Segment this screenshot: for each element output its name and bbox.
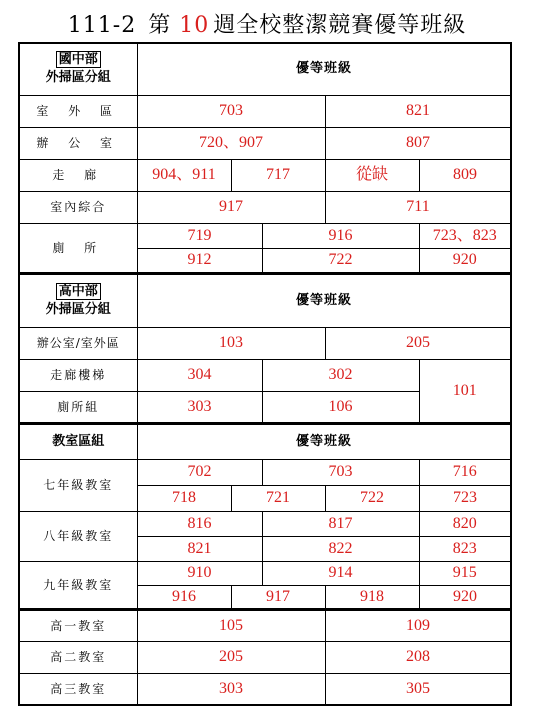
award-cell: 702: [137, 459, 262, 485]
award-cell: 103: [137, 327, 325, 359]
row-label: 八年級教室: [19, 511, 137, 561]
junior-dept-label: 國中部: [56, 51, 101, 68]
classroom-header-row: [19, 423, 511, 459]
row-label: 九年級教室: [19, 561, 137, 609]
award-cell: 722: [262, 248, 419, 273]
award-cell: 822: [262, 536, 419, 561]
senior-dept-label: 高中部: [56, 283, 101, 300]
award-cell: 722: [325, 485, 419, 511]
award-cell: 205: [325, 327, 511, 359]
award-cell: 915: [419, 561, 511, 585]
title-suffix: 週全校整潔競賽優等班級: [213, 13, 467, 38]
award-cell: 914: [262, 561, 419, 585]
award-cell: 723、823: [419, 223, 511, 248]
table-row: [19, 609, 511, 641]
table-row: [19, 159, 511, 191]
award-cell-vacant: 從缺: [325, 159, 419, 191]
row-label: 高三教室: [19, 673, 137, 705]
senior-group-cell: [19, 273, 137, 327]
table-row: [19, 459, 511, 485]
award-cell: 917: [231, 585, 325, 609]
row-label: 辦 公 室: [19, 127, 137, 159]
award-cell: 916: [262, 223, 419, 248]
junior-group-label: 外掃區分組: [45, 70, 111, 86]
row-label: 廁 所: [19, 223, 137, 273]
row-label: 走廊樓梯: [19, 359, 137, 391]
award-cell: 821: [137, 536, 262, 561]
award-cell: 920: [419, 248, 511, 273]
award-cell: 105: [137, 609, 325, 641]
table-row: [19, 127, 511, 159]
award-cell: 721: [231, 485, 325, 511]
row-label: 高二教室: [19, 641, 137, 673]
award-cell: 109: [325, 609, 511, 641]
award-cell: 302: [262, 359, 419, 391]
row-label: 高一教室: [19, 609, 137, 641]
row-label: 廁所組: [19, 391, 137, 423]
award-cell: 918: [325, 585, 419, 609]
table-row: [19, 511, 511, 536]
award-cell: 912: [137, 248, 262, 273]
table-row: [19, 327, 511, 359]
senior-group-label: 外掃區分組: [45, 301, 111, 317]
award-cell: 717: [231, 159, 325, 191]
table-row: [19, 673, 511, 705]
award-cell: 719: [137, 223, 262, 248]
award-cell: 106: [262, 391, 419, 423]
senior-excellent-header: 優等班級: [137, 273, 511, 327]
award-cell: 205: [137, 641, 325, 673]
award-cell: 305: [325, 673, 511, 705]
row-label: 走 廊: [19, 159, 137, 191]
award-cell: 816: [137, 511, 262, 536]
award-cell: 304: [137, 359, 262, 391]
award-cell: 101: [419, 359, 511, 423]
award-cell: 821: [325, 95, 511, 127]
award-cell: 720、907: [137, 127, 325, 159]
award-cell: 718: [137, 485, 231, 511]
award-cell: 910: [137, 561, 262, 585]
table-row: [19, 191, 511, 223]
junior-header-row: [19, 43, 511, 95]
award-cell: 916: [137, 585, 231, 609]
award-cell: 820: [419, 511, 511, 536]
award-cell: 807: [325, 127, 511, 159]
table-row: [19, 95, 511, 127]
table-row: [19, 223, 511, 248]
page-title: [0, 8, 534, 39]
table-row: [19, 359, 511, 391]
award-cell: 920: [419, 585, 511, 609]
row-label: 室 外 區: [19, 95, 137, 127]
junior-excellent-header: 優等班級: [137, 43, 511, 95]
award-table: [18, 42, 510, 706]
award-cell: 703: [137, 95, 325, 127]
title-term: 111-2: [67, 13, 137, 38]
award-cell: 716: [419, 459, 511, 485]
classroom-excellent-header: 優等班級: [137, 423, 511, 459]
award-cell: 823: [419, 536, 511, 561]
title-week-number: 10: [179, 13, 210, 38]
award-cell: 817: [262, 511, 419, 536]
award-cell: 723: [419, 485, 511, 511]
award-cell: 208: [325, 641, 511, 673]
row-label: 室內綜合: [19, 191, 137, 223]
award-cell: 303: [137, 673, 325, 705]
award-cell: 809: [419, 159, 511, 191]
senior-header-row: [19, 273, 511, 327]
row-label: 七年級教室: [19, 459, 137, 511]
row-label: 辦公室/室外區: [19, 327, 137, 359]
junior-group-cell: [19, 43, 137, 95]
award-cell: 917: [137, 191, 325, 223]
award-cell: 904、911: [137, 159, 231, 191]
table-row: [19, 561, 511, 585]
title-di: 第: [148, 13, 172, 38]
table-row: [19, 641, 511, 673]
classroom-group-label: 教室區組: [19, 423, 137, 459]
award-cell: 303: [137, 391, 262, 423]
award-cell: 711: [325, 191, 511, 223]
award-cell: 703: [262, 459, 419, 485]
